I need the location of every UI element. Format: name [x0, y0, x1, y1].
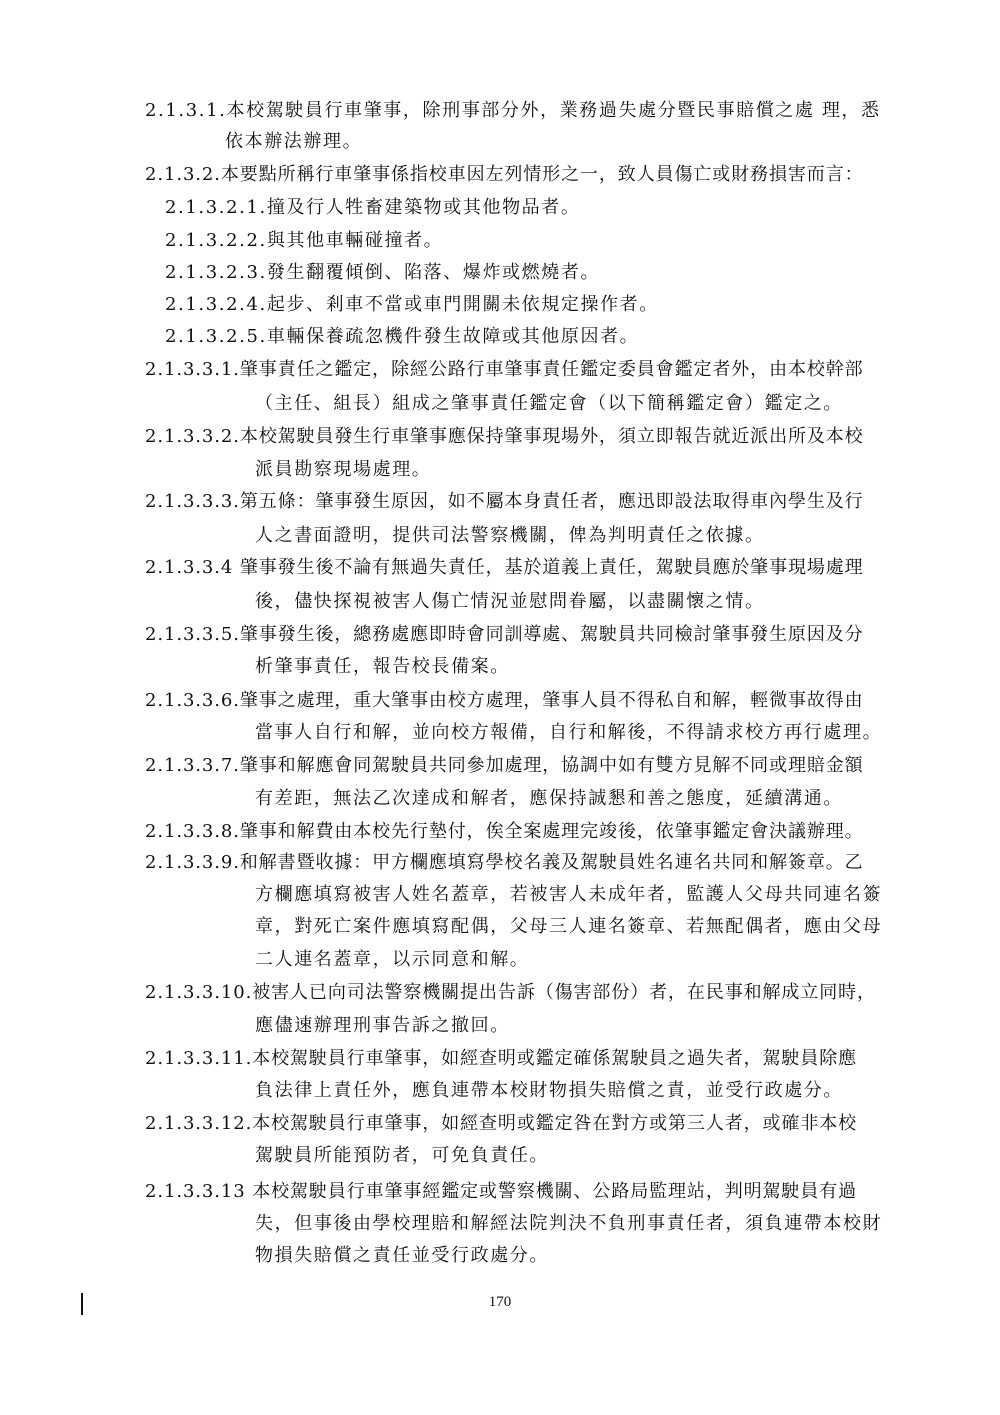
clause-line: 2.1.3.3.5.肇事發生後，總務處應即時會同訓導處、駕駛員共同檢討肇事發生原因及分	[145, 624, 864, 645]
clause-line: 負法律上責任外，應負連帶本校財物損失賠償之責，並受行政處分。	[255, 1080, 843, 1101]
clause-line: 失，但事後由學校理賠和解經法院判決不負刑事責任者，須負連帶本校財	[255, 1213, 883, 1234]
clause-line: 派員勘察現場處理。	[255, 459, 432, 480]
clause-line: 有差距，無法乙次達成和解者，應保持誠懇和善之態度，延續溝通。	[255, 788, 843, 809]
clause-line: 後，儘快探視被害人傷亡情況並慰問眷屬，以盡關懷之情。	[255, 591, 765, 612]
clause-line: 2.1.3.2.4.起步、剎車不當或車門開關未依規定操作者。	[165, 294, 659, 315]
clause-line: 2.1.3.2.3.發生翻覆傾倒、陷落、爆炸或燃燒者。	[165, 262, 601, 283]
revision-bar	[81, 1293, 83, 1315]
clause-line: 2.1.3.3.7.肇事和解應會同駕駛員共同參加處理，協調中如有雙方見解不同或理賠金額	[145, 755, 864, 776]
clause-line: 2.1.3.1.本校駕駛員行車肇事，除刑事部分外，業務過失處分暨民事賠償之處 理，悉	[145, 100, 881, 121]
page-number: 170	[488, 1294, 512, 1310]
clause-line: 2.1.3.3.6.肇事之處理，重大肇事由校方處理，肇事人員不得私自和解，輕微事故得由	[145, 690, 864, 711]
clause-line: 章，對死亡案件應填寫配偶，父母三人連名簽章、若無配偶者，應由父母	[255, 916, 883, 937]
clause-line: （主任、組長）組成之肇事責任鑑定會（以下簡稱鑑定會）鑑定之。	[255, 393, 843, 414]
clause-line: 依本辦法辦理。	[225, 131, 363, 152]
clause-line: 2.1.3.3.11.本校駕駛員行車肇事，如經查明或鑑定確係駕駛員之過失者，駕駛員除應	[145, 1048, 858, 1069]
clause-line: 物損失賠償之責任並受行政處分。	[255, 1245, 549, 1266]
clause-line: 2.1.3.3.10.被害人已向司法警察機關提出告訴（傷害部份）者，在民事和解成立同時，	[145, 982, 876, 1003]
clause-line: 2.1.3.3.2.本校駕駛員發生行車肇事應保持肇事現場外，須立即報告就近派出所及本校	[145, 426, 864, 447]
clause-line: 析肇事責任，報告校長備案。	[255, 656, 510, 677]
clause-line: 2.1.3.2.1.撞及行人牲畜建築物或其他物品者。	[165, 197, 581, 218]
clause-line: 2.1.3.3.9.和解書暨收據：甲方欄應填寫學校名義及駕駛員姓名連名共同和解簽章。乙	[145, 852, 864, 873]
clause-line: 2.1.3.2.5.車輛保養疏忽機件發生故障或其他原因者。	[165, 326, 640, 347]
clause-line: 當事人自行和解，並向校方報備，自行和解後，不得請求校方再行處理。	[255, 722, 883, 743]
clause-line: 應儘速辦理刑事告訴之撤回。	[255, 1015, 510, 1036]
clause-line: 2.1.3.3.8.肇事和解費由本校先行墊付，俟全案處理完竣後，依肇事鑑定會決議辦理。	[145, 821, 864, 842]
clause-line: 2.1.3.3.4 肇事發生後不論有無過失責任，基於道義上責任，駕駛員應於肇事現場處理	[145, 557, 864, 578]
clause-line: 人之書面證明，提供司法警察機關，俾為判明責任之依據。	[255, 525, 765, 546]
clause-line: 2.1.3.3.12.本校駕駛員行車肇事，如經查明或鑑定咎在對方或第三人者，或確非本校	[145, 1113, 858, 1134]
clause-line: 二人連名蓋章，以示同意和解。	[255, 949, 530, 970]
clause-line: 2.1.3.3.13 本校駕駛員行車肇事經鑑定或警察機關、公路局監理站，判明駕駛員有過	[145, 1181, 858, 1202]
clause-line: 2.1.3.2.2.與其他車輛碰撞者。	[165, 230, 444, 251]
clause-line: 2.1.3.2.本要點所稱行車肇事係指校車因左列情形之一，致人員傷亡或財務損害而言：	[145, 164, 864, 185]
clause-line: 2.1.3.3.1.肇事責任之鑑定，除經公路行車肇事責任鑑定委員會鑑定者外，由本校幹部	[145, 359, 864, 380]
clause-line: 駕駛員所能預防者，可免負責任。	[255, 1145, 549, 1166]
clause-line: 2.1.3.3.3.第五條：肇事發生原因，如不屬本身責任者，應迅即設法取得車內學生及行	[145, 491, 864, 512]
clause-line: 方欄應填寫被害人姓名蓋章，若被害人未成年者，監護人父母共同連名簽	[255, 884, 883, 905]
